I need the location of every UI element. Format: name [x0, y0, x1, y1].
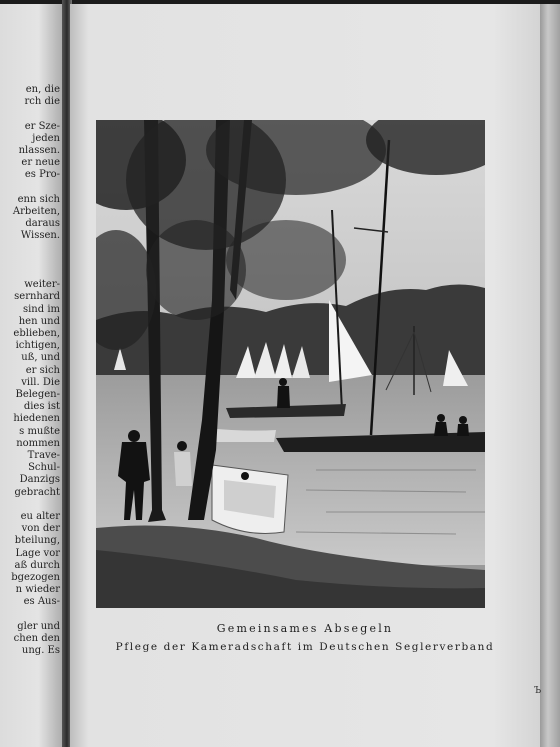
left-page-text-line: Schul-: [28, 462, 60, 474]
left-page-text-line: en, die: [25, 84, 60, 95]
left-page-text-line: n wieder: [15, 584, 60, 596]
left-page-text-line: Danzigs: [19, 474, 60, 486]
left-page-text-line: s mußte: [19, 425, 60, 437]
left-page-text-line: dies ist: [23, 401, 60, 413]
left-page-text-line: Belegen-: [15, 389, 60, 400]
left-page-text-line: bgezogen: [11, 572, 60, 583]
left-page-text-line: Wissen.: [20, 230, 60, 242]
left-page-text-line: uß, und: [21, 352, 60, 364]
page-edge-mark: Ъ: [534, 686, 542, 696]
left-page-text-line: eblieben,: [13, 328, 60, 339]
page-edge: [540, 4, 560, 747]
left-page-text-line: hen und: [18, 315, 60, 327]
left-page-text-line: nlassen.: [18, 145, 60, 156]
left-page-text-line: sind im: [22, 303, 60, 315]
left-page-text-line: nommen: [16, 437, 60, 449]
left-page-text-line: von der: [21, 523, 60, 535]
left-page-text-line: gler und: [17, 620, 60, 632]
left-page-text-line: jeden: [32, 132, 60, 144]
left-page-text-line: aß durch: [14, 559, 60, 571]
left-page-text-line: es Aus-: [23, 596, 60, 608]
sailing-photograph: [96, 120, 485, 608]
left-page-text-line: hiedenen: [13, 413, 60, 425]
left-page-text-line: er neue: [21, 157, 60, 169]
left-page-text-line: daraus: [25, 218, 60, 230]
caption-subtitle: Pflege der Kameradschaft im Deutschen Seglerverband: [115, 641, 495, 653]
left-page-text-line: enn sich: [17, 193, 60, 205]
left-page-text-line: ichtigen,: [15, 340, 60, 352]
left-page-text-line: chen den: [13, 633, 60, 644]
left-page-text-line: er Sze-: [24, 120, 60, 132]
left-page-text-line: er sich: [25, 364, 60, 376]
left-page-text-line: weiter-: [24, 279, 60, 291]
left-page-text-line: bteilung,: [14, 535, 60, 547]
caption-title: Gemeinsames Absegeln: [216, 622, 394, 635]
left-page-text-line: gebracht: [14, 486, 60, 498]
left-page: [0, 4, 64, 747]
left-page-text-line: eu alter: [20, 511, 60, 522]
left-page-text-line: Lage vor: [15, 547, 60, 559]
left-page-text-line: sernhard: [14, 291, 60, 303]
left-page-text-line: Trave-: [27, 450, 60, 461]
left-page-text-line: ung. Es: [21, 645, 60, 657]
left-page-text-line: es Pro-: [24, 169, 60, 181]
left-page-text-line: Arbeiten,: [12, 206, 60, 217]
left-page-text-line: vill. Die: [21, 376, 60, 388]
left-page-text-line: rch die: [24, 96, 60, 108]
sailboat-harbor-photo-icon: [96, 120, 485, 608]
